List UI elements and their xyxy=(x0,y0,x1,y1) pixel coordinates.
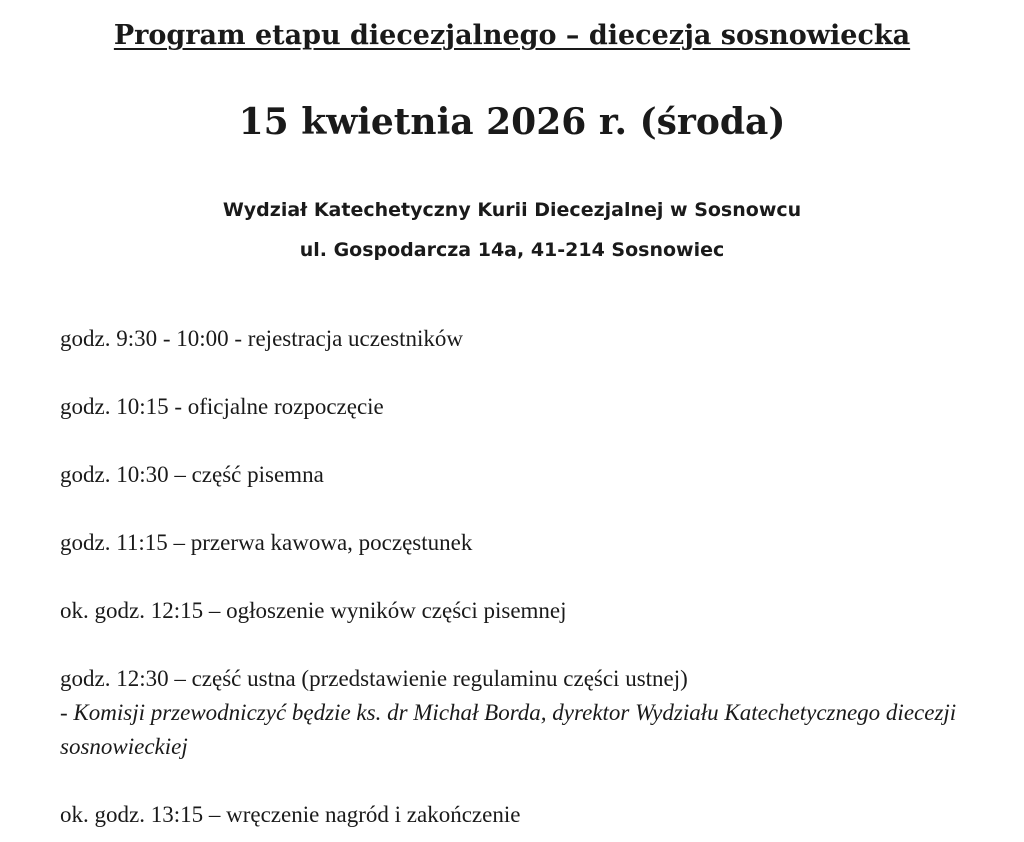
document-title-text: Program etapu diecezjalnego – diecezja sosnowiecka xyxy=(113,20,911,51)
schedule-item-text: godz. 9:30 - 10:00 - rejestracja uczestników xyxy=(60,326,464,351)
schedule-item-note: - Komisji przewodniczyć będzie ks. dr Michał Borda, dyrektor Wydziału Katechetycznego diecezji sosnowieckiej xyxy=(60,700,957,759)
schedule-item xyxy=(60,458,1000,492)
schedule-list xyxy=(60,322,1000,832)
schedule-item xyxy=(60,594,1000,628)
schedule-item-text: ok. godz. 12:15 – ogłoszenie wyników części pisemnej xyxy=(60,598,567,623)
schedule-item-text: godz. 11:15 – przerwa kawowa, poczęstunek xyxy=(60,530,473,555)
document-title xyxy=(0,16,1024,56)
venue-name: Wydział Katechetyczny Kurii Diecezjalnej w Sosnowcu xyxy=(222,199,802,221)
event-date: 15 kwietnia 2026 r. (środa) xyxy=(238,101,786,143)
schedule-item xyxy=(60,662,1000,764)
schedule-item xyxy=(60,798,1000,832)
schedule-item xyxy=(60,390,1000,424)
schedule-item xyxy=(60,322,1000,356)
schedule-item-text: godz. 10:30 – część pisemna xyxy=(60,462,324,487)
venue-address: ul. Gospodarcza 14a, 41-214 Sosnowiec xyxy=(299,239,725,261)
schedule-item xyxy=(60,526,1000,560)
schedule-item-text: godz. 12:30 – część ustna (przedstawienie regulaminu części ustnej) xyxy=(60,666,688,691)
schedule-item-text: godz. 10:15 - oficjalne rozpoczęcie xyxy=(60,394,384,419)
schedule-item-text: ok. godz. 13:15 – wręczenie nagród i zakończenie xyxy=(60,802,521,827)
